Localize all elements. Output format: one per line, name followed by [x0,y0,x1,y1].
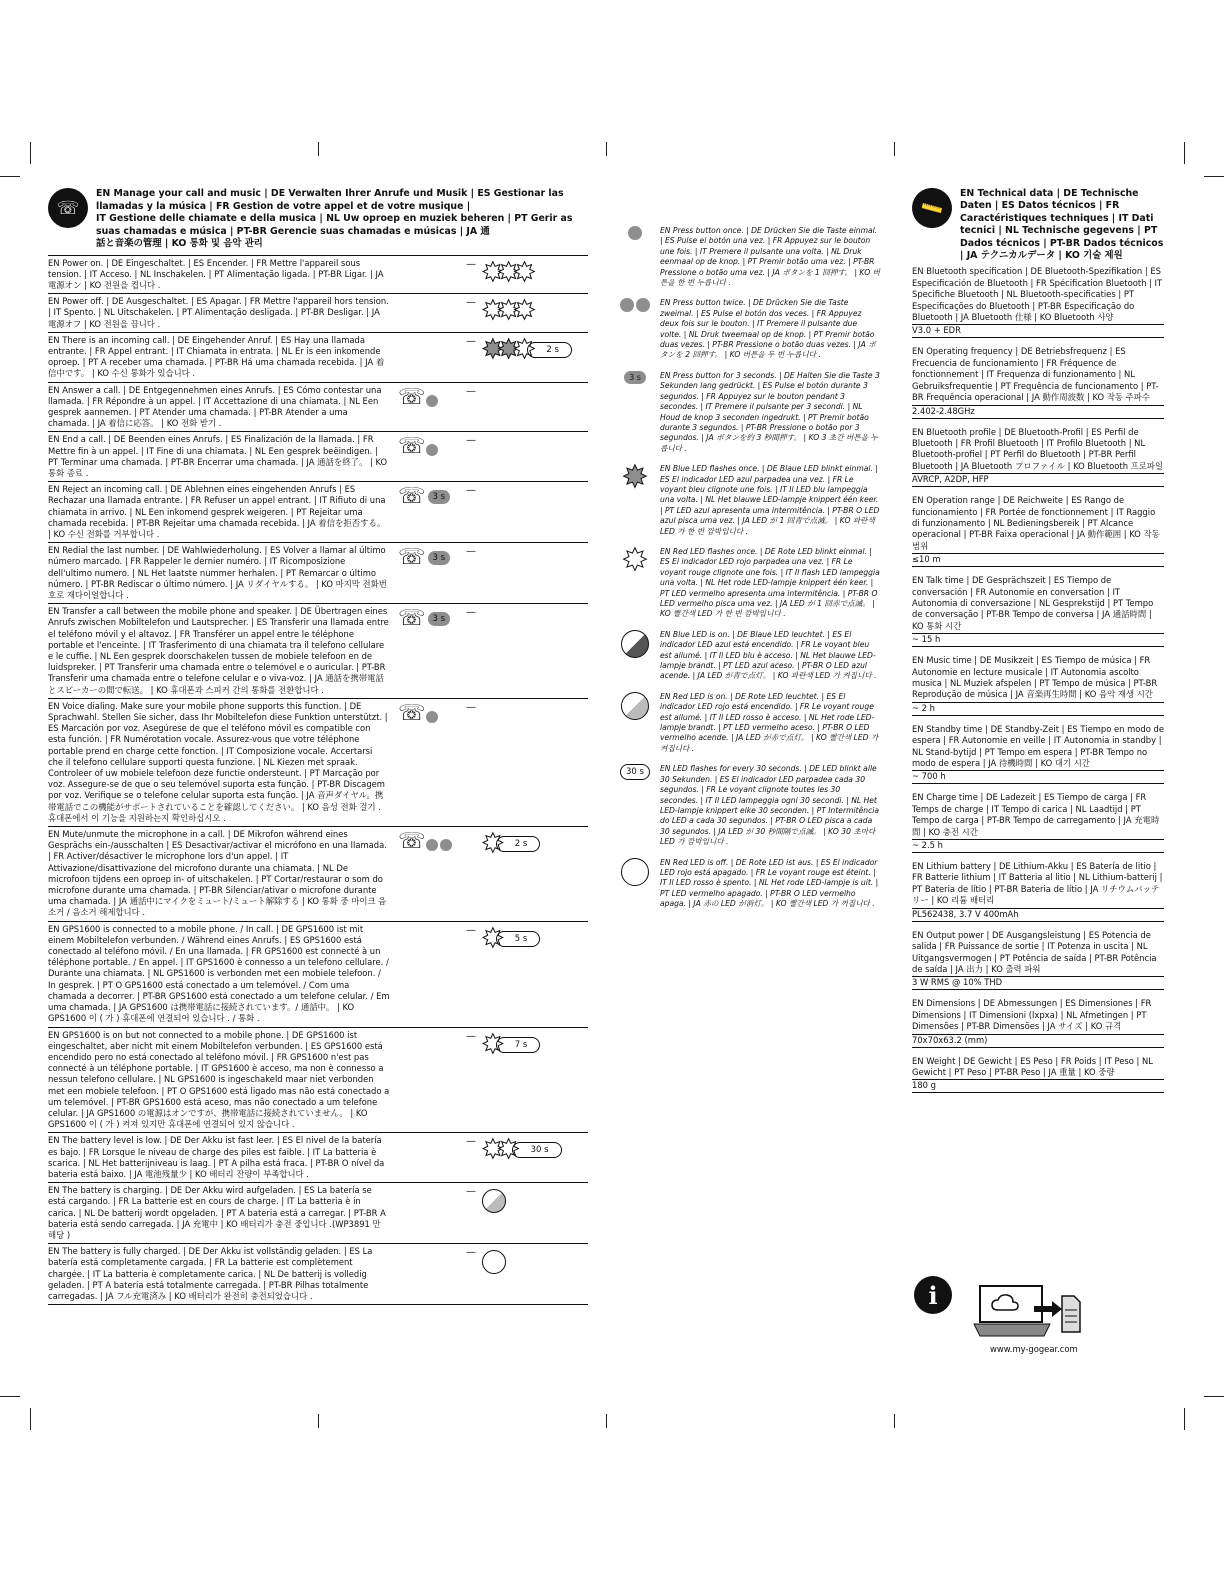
led-indicator [482,484,588,540]
document-icon [1062,1296,1080,1332]
spec-item [912,930,1164,991]
row-dash: — [466,485,476,497]
phone-icon: ☏ [398,434,426,460]
spec-list [912,266,1164,1093]
row-description: EN Redial the last number. | DE Wahlwiederholung. | ES Volver a llamar al último número marcado. | FR Rappeler le dernier numéro. | IT Ricomposizione dell'ultimo numero. | NL Het laatste nummer herhalen. | PT Remarcar o último número. | PT-BR Rediscar o último número. | JA リダイヤルする。 | KO 마지막 전화번호로 재다이얼합니다 . [48,545,387,600]
spec-label: EN Standby time | DE Standby-Zeit | ES Tiempo en modo de espera | FR Autonomie en veille | IT Autonomia in standby | NL Stand-bytijd | PT Tempo em espera | PT-BR Tempo no modo de espera | JA 待機時間 | KO 대기 시간 [912,724,1164,772]
table-row [48,432,588,482]
phone-icon: ☏ [398,484,426,510]
press-dot-icon [440,839,452,851]
legend-symbol [620,371,650,454]
phone-music-icon: ☏ [48,188,88,228]
spec-label: EN Talk time | DE Gesprächszeit | ES Tiempo de conversación | FR Autonomie en conversation | IT Autonomia di conversazione | NL Gesprekstijd | PT Tempo de conversação | PT-BR Tempo de conversa | JA 通話時間 | KO 통화 시간 [912,575,1164,634]
press-dot-icon [636,298,650,312]
row-description: EN The battery is charging. | DE Der Akku wird aufgeladen. | ES La batería se está cargando. | FR La batterie est en cours de charge. | IT La batteria è in carica. | NL De batterij wordt opgeladen. | PT A bateria está a carregar. | PT-BR A bateria está sendo carregada. | JA 充電中 | KO 배터리가 충전 중입니다 .(WP3891 만 해당 ) [48,1185,386,1240]
spec-item [912,1056,1164,1094]
led-indicator [482,1030,588,1131]
legend-symbol [620,542,650,620]
row-description: EN Mute/unmute the microphone in a call. | DE Mikrofon während eines Gesprächs ein-/ausschalten | ES Desactivar/activar el micrófono en una llamada. | FR Activer/désactiver le microphone lors d'un appel. | IT Attivazione/disattivazione del microfono durante una chiamata. | NL De microfoon tijdens een oproep in- of uitschakelen. | PT Cortar/restaurar o som do microfone durante uma chamada. | PT-BR Silenciar/ativar o microfone durante uma chamada. | JA 通話中にマイクをミュート/ミュート解除する | KO 통화 중 마이크 음소거 / 음소거 해제합니다 . [48,829,387,918]
crop-mark [606,1414,607,1428]
led-flash-icon: ✸ [497,334,520,365]
legend-section [620,226,880,920]
row-description: EN GPS1600 is connected to a mobile phone. / In call. | DE GPS1600 ist mit einem Mobiltelefon verbunden. / Während eines Anrufs. | ES GPS1600 está conectado al teléfono móvil. / En una llamada. | FR GPS1600 est connecté à un téléphone portable. / En appel. | IT GPS1600 è connesso a un telefono cellulare. / Durante una chiamata. | NL GPS1600 is verbonden met een mobiele telefoon. / In gesprek. | PT O GPS1600 está conectado a um telemóvel. / Com uma chamada a decorrer. | PT-BR GPS1600 está conectado a um telefone celular. / Em uma chamada. | JA GPS1600 は携帯電話に接続されています。/ 通話中。 | KO GPS1600 이 ( 가 ) 휴대폰에 연결되어 있습니다 . / 통화 . [48,923,390,1024]
spec-item [912,998,1164,1047]
led-indicator [482,606,588,696]
led-interval-badge: 30 s [620,764,650,780]
spec-item [912,495,1164,567]
row-dash: — [466,435,476,447]
legend-text: EN Red LED is on. | DE Rote LED leuchtet. | ES El indicador LED rojo está encendido. | FR Le voyant rouge est allumé. | IT Il LED rosso è acceso. | NL Het rode LED-lampje brandt. | PT LED vermelho aceso. | PT-BR O LED vermelho acende. | JA LED が赤で点灯。 | KO 빨간색 LED 가 켜집니다 . [660,691,879,753]
spec-item [912,575,1164,647]
table-row [48,543,588,604]
led-flash-icon: ✸ [482,1029,504,1060]
led-flash-icon: ✸ [482,1135,504,1166]
legend-symbol [620,460,650,537]
ruler-icon: 📏 [905,181,960,236]
row-description: EN Reject an incoming call. | DE Ablehnen eines eingehenden Anrufs | ES Rechazar una llamada entrante. | FR Refuser un appel entrant. | IT Rifiuto di una chiamata in arrivo. | NL Een inkomend gesprek weigeren. | PT Rejeitar uma chamada recebida. | PT-BR Rejeitar uma chamada recebida. | JA 着信を拒否する。 | KO 수신 전화를 거부합니다 . [48,484,386,539]
spec-label: EN Operating frequency | DE Betriebsfrequenz | ES Frecuencia de funcionamiento | FR Fréquence de fonctionnement | IT Frequenza di funzionamento | NL Gebruiksfrequentie | PT Frequência de funcionamento | PT-BR Frequência operacional | JA 動作周波数 | KO 작동 주파수 [912,346,1164,405]
legend-symbol [620,692,650,754]
button-action [390,434,460,479]
led-interval-badge: 2 s [496,836,541,852]
legend-item [620,226,880,288]
led-interval-badge: 7 s [496,1037,541,1053]
legend-text: EN Blue LED flashes once. | DE Blaue LED blinkt einmal. | ES El indicador LED azul parpadea una vez. | FR Le voyant bleu clignote une fois. | IT Il LED blu lampeggia una volta. | NL Het blauwe LED-lampje knippert één keer. | PT LED azul apresenta uma intermitência. | PT-BR O LED azul pisca uma vez. | JA LED が 1 回青で点滅。 | KO 파란색 LED 가 한 번 깜박입니다 . [660,464,880,536]
button-action [390,484,460,540]
row-dash: — [466,258,476,270]
led-off-icon [482,1250,506,1274]
spec-value: 180 g [912,1080,936,1091]
row-dash: — [466,1136,476,1148]
button-action [390,296,460,330]
led-half-icon [482,1189,506,1213]
row-dash: — [466,297,476,309]
phone-icon: ☏ [398,829,426,855]
legend-text: EN Blue LED is on. | DE Blaue LED leuchtet. | ES El indicador LED azul está encendido. | FR Le voyant bleu est allumé. | IT Il LED blu è acceso. | NL Het blauwe LED-lampje brandt. | PT LED azul aceso. | PT-BR O LED azul acende. | JA LED が青で点灯。 | KO 파란색 LED 가 켜집니다 . [660,629,877,681]
led-indicator [482,701,588,824]
table-row [48,699,588,827]
press-duration-badge: 3 s [428,490,451,504]
spec-value: V3.0 + EDR [912,325,961,336]
row-dash: — [466,924,476,936]
led-indicator [482,385,588,430]
legend-text: EN Red LED flashes once. | DE Rote LED blinkt einmal. | ES El indicador LED rojo parpadea una vez. | FR Le voyant rouge clignote une fois. | IT Il flash LED lampeggia una volta. | NL Het rode LED-lampje knippert één keer. | PT LED vermelho apresenta uma intermitência. | PT-BR O LED vermelho pisca uma vez. | JA LED が 1 回赤で点滅。 | KO 빨간색 LED 가 한 번 깜박입니다 . [660,546,880,619]
phone-icon: ☏ [398,700,426,726]
legend-text: EN Press button once. | DE Drücken Sie die Taste einmal. | ES Pulse el botón una vez. | FR Appuyez sur le bouton une fois. | IT Premere il pulsante una volta. | NL Druk eenmaal op de knop. | PT Premir botão uma vez. | PT-BR Pressione o botão uma vez. | JA ボタンを 1 回押す。 | KO 버튼을 한 번 누릅니다 . [660,226,880,288]
spec-item [912,266,1164,338]
button-action [390,335,460,380]
led-indicator [482,434,588,479]
legend-item [620,692,880,754]
spec-value: ~ 15 h [912,634,941,645]
crop-mark [894,1414,895,1428]
legend-text: EN Press button twice. | DE Drücken Sie die Taste zweimal. | ES Pulse el botón dos veces. | FR Appuyez deux fois sur le bouton. | IT Premere il pulsante due volte. | NL Druk tweemaal op de knop. | PT Premir botão duas vezes. | PT-BR Pressione o botão duas vezes. | JA ボタンを 2 回押す。 | KO 버튼을 두 번 누릅니다 . [660,298,876,360]
crop-mark [318,1414,319,1428]
spec-value: 70x70x63.2 (mm) [912,1034,988,1045]
led-flash-icon: ✸ [622,460,648,496]
led-indicator [482,1135,588,1180]
spec-value: AVRCP, A2DP, HFP [912,474,989,485]
row-dash: — [466,546,476,558]
press-dot-icon [426,711,438,723]
button-action [390,385,460,430]
spec-label: EN Operation range | DE Reichweite | ES Rango de funcionamiento | FR Portée de fonctionnement | IT Raggio di funzionamento | NL Bedieningsbereik | PT Alcance operacional | PT-BR Faixa operacional | JA 動作範囲 | KO 작동 범위 [912,495,1164,554]
info-block [914,1276,1166,1366]
crop-mark [30,1408,31,1430]
legend-symbol [620,226,650,288]
led-flash-icon: ✸ [482,334,504,365]
call-music-section [48,188,588,1305]
press-duration-badge: 3 s [624,371,646,384]
press-dot-icon [426,839,438,851]
legend-item [620,460,880,537]
legend-item [620,630,880,682]
spec-value: ~ 700 h [912,771,946,782]
button-action [390,1030,460,1131]
led-flash-icon: ✸ [497,1135,520,1166]
row-description: EN End a call. | DE Beenden eines Anrufs. | ES Finalización de la llamada. | FR Mettre fin à un appel. | IT Fine di una chiamata. | NL Een gesprek beëindigen. | PT Terminar uma chamada. | PT-BR Encerrar uma chamada. | JA 通話を終了。 | KO 통화 종료 . [48,434,388,478]
crop-mark [0,1396,20,1397]
press-duration-badge: 3 s [428,551,451,565]
led-flash-icon: ✸ [513,334,536,365]
legend-symbol [620,630,650,682]
row-dash: — [466,1247,476,1259]
legend-text: EN LED flashes for every 30 seconds. | DE LED blinkt alle 30 Sekunden. | ES El indicador LED parpadea cada 30 segundos. | FR Le voyant clignote toutes les 30 secondes. | IT Il LED lampeggia ogni 30 secondi. | NL Het LED-lampje knippert elke 30 seconden. | PT Intermitência do LED a cada 30 segundos. | PT-BR O LED pisca a cada 30 segundos. | JA LED が 30 秒間隔で点滅。 | KO 30 초마다 LED 가 깜박입니다 . [660,764,880,847]
crop-mark [606,142,607,156]
spec-item [912,346,1164,418]
spec-label: EN Weight | DE Gewicht | ES Peso | FR Poids | IT Peso | NL Gewicht | PT Peso | PT-BR Peso | JA 重量 | KO 중량 [912,1056,1164,1081]
table-row [48,1244,588,1305]
section-title: EN Manage your call and music | DE Verwalten Ihrer Anrufe und Musik | ES Gestionar las llamadas y la música | FR Gestion de votre appel et de votre musique | IT Gestione delle chiamate e della musica | NL Uw oproep en muziek beheren | PT Gerir as suas chamadas e música | PT-BR Gerencie suas chamadas e músicas | JA 通 話と音楽の管理 | KO 통화 및 음악 관리 [96,188,573,249]
press-dot-icon [426,444,438,456]
table-row [48,604,588,699]
button-action [390,1185,460,1241]
table-row [48,1133,588,1183]
led-flash-icon: ✸ [513,257,536,288]
table-row [48,256,588,295]
row-description: EN GPS1600 is on but not connected to a mobile phone. | DE GPS1600 ist eingeschaltet, aber nicht mit einem Mobiltelefon verbunden. | ES GPS1600 está encendido pero no está conectado al teléfono móvil. | FR GPS1600 n'est pas connecté à un téléphone portable. | IT GPS1600 è acceso, ma non è connesso a nessun telefono cellulare. | NL GPS1600 is ingeschakeld maar niet verbonden met een mobiele telefoon. | PT O GPS1600 está ligado mas não está conectado a um telemóvel. | PT-BR GPS1600 está aceso, mas não conectado a um telefone celular. | JA GPS1600 の電源はオンですが、携帯電話に接続されていません。 | KO GPS1600 이 ( 가 ) 켜져 있지만 휴대폰에 연결되어 있지 않습니다 . [48,1029,390,1130]
button-action [390,1246,460,1302]
phone-icon: ☏ [398,384,426,410]
spec-label: EN Charge time | DE Ladezeit | ES Tiempo de carga | FR Temps de charge | IT Tempo di carica | NL Laadtijd | PT Tempo de carga | PT-BR Tempo de carregamento | JA 充電時間 | KO 충전 시간 [912,792,1164,840]
spec-label: EN Bluetooth specification | DE Bluetooth-Spezifikation | ES Especificación de Bluetooth | FR Spécification Bluetooth | IT Specifiche Bluetooth | NL Bluetooth-specificaties | PT Especificações do Bluetooth | PT-BR Especificação do Bluetooth | JA Bluetooth 仕様 | KO Bluetooth 사양 [912,266,1164,325]
row-dash: — [466,385,476,397]
led-flash-icon: ✸ [482,257,504,288]
spec-label: EN Dimensions | DE Abmessungen | ES Dimensiones | FR Dimensions | IT Dimensioni (lxpxa) | NL Afmetingen | PT Dimensões | PT-BR Dimensões | JA サイズ | KO 규격 [912,998,1164,1034]
led-interval-badge: 30 s [512,1142,562,1158]
spec-label: EN Lithium battery | DE Lithium-Akku | ES Batería de litio | FR Batterie lithium | IT Batteria al litio | NL Lithium-batterij | PT Bateria de lítio | PT-BR Bateria de lítio | JA リチウムバッテリー | KO 리튬 배터리 [912,861,1164,909]
spec-item [912,655,1164,716]
button-action [390,701,460,824]
legend-text: EN Press button for 3 seconds. | DE Halten Sie die Taste 3 Sekunden lang gedrückt. | ES Pulse el botón durante 3 segundos. | FR Appuyez sur le bouton pendant 3 secondes. | IT Premere il pulsante per 3 secondi. | NL Houd de knop 3 seconden ingedrukt. | PT Premir botão durante 3 segundos. | PT-BR Pressione o botão por 3 segundos. | JA ボタンを約 3 秒間押す。 | KO 3 초간 버튼을 누릅니다 . [660,370,880,453]
laptop-cloud-icon [972,1284,1082,1338]
led-off-icon [621,858,649,886]
spec-label: EN Bluetooth profile | DE Bluetooth-Profil | ES Perfil de Bluetooth | FR Profil Bluetooth | IT Profilo Bluetooth | NL Bluetooth-profiel | PT Perfil do Bluetooth | PT-BR Perfil Bluetooth | JA Bluetooth プロファイル | KO Bluetooth 프로파일 [912,427,1164,475]
phone-icon: ☏ [398,545,426,571]
spec-item [912,427,1164,488]
led-indicator [482,258,588,292]
table-row [48,482,588,543]
row-dash: — [466,1186,476,1198]
press-duration-badge: 3 s [428,612,451,626]
led-flash-icon: ✸ [482,829,504,860]
row-dash [460,829,482,919]
crop-mark [1184,1408,1185,1430]
spec-item [912,792,1164,853]
button-action [390,1135,460,1180]
led-flash-icon: ✸ [482,923,504,954]
press-dot-icon [620,298,634,312]
legend-item [620,764,880,847]
crop-mark [1204,176,1224,177]
led-indicator [482,545,588,601]
press-dot-icon [426,395,438,407]
website-url[interactable]: www.my-gogear.com [990,1344,1078,1354]
tech-header [912,188,1164,262]
led-flash-icon: ✸ [482,296,504,327]
row-dash: — [466,701,476,713]
spec-value: PL562438, 3.7 V 400mAh [912,908,1019,919]
row-description: EN Voice dialing. Make sure your mobile phone supports this function. | DE Sprachwahl. Stellen Sie sicher, dass Ihr Mobiltelefon diese Funktion unterstützt. | ES Marcación por voz. Asegúrese de que el teléfono móvil es compatible con esta función. | FR Numérotation vocale. Assurez-vous que votre téléphone portable prend en charge cette fonction. | IT Composizione vocale. Accertarsi che il telefono cellulare supporti questa funzione. | NL Kiezen met spraak. Controleer of uw mobiele telefoon deze functie ondersteunt. | PT Marcação por voz. Assegure-se de que o seu telemóvel suporta esta função. | PT-BR Discagem por voz. Verifique se o telefone celular suporta esta função. | JA 音声ダイヤル。携帯電話でこの機能がサポートされていることを確認してください。 | KO 음성 전화 걸기 . 휴대폰에서 이 기능을 지원하는지 확인하십시오 . [48,700,388,823]
button-action [390,545,460,601]
row-dash: — [466,335,476,347]
row-dash: — [466,1030,476,1042]
spec-label: EN Music time | DE Musikzeit | ES Tiempo de música | FR Autonomie en lecture musicale | IT Autonomia ascolto musica | NL Muziek afspelen | PT Tempo de música | PT-BR Reprodução de música | JA 音楽再生時間 | KO 음악 재생 시간 [912,655,1164,703]
button-action [390,924,460,1025]
led-indicator [482,924,588,1025]
crop-mark [318,142,319,156]
operation-table [48,255,588,1306]
legend-item [620,371,880,454]
row-description: EN The battery level is low. | DE Der Akku ist fast leer. | ES El nivel de la batería es bajo. | FR Lorsque le niveau de charge des piles est faible. | IT La batteria è scarica. | NL Het batterijniveau is laag. | PT A pilha está fraca. | PT-BR O nível da bateria está baixo. | JA 電池残量少 | KO 배터리 잔량이 부족합니다 . [48,1135,385,1179]
table-row [48,1183,588,1244]
legend-symbol [620,858,650,910]
crop-mark [1184,142,1185,164]
led-interval-badge: 5 s [496,931,541,947]
legend-item [620,298,880,360]
led-on-icon [621,630,649,658]
led-indicator [482,1185,588,1241]
table-row [48,383,588,433]
tech-title: EN Technical data | DE Technische Daten | ES Datos técnicos | FR Caractéristiques techniques | IT Dati tecnici | NL Technische gegevens | PT Dados técnicos | PT-BR Dados técnicos | JA テクニカルデータ | KO 기술 제원 [960,188,1164,262]
legend-symbol [620,298,650,360]
table-row [48,294,588,333]
phone-icon: ☏ [398,606,426,632]
button-action [390,829,460,919]
spec-value: 2.402-2.48GHz [912,405,975,416]
spec-value: ~ 2 h [912,702,935,713]
legend-item [620,542,880,620]
crop-mark [30,142,31,164]
spec-value: ~ 2.5 h [912,840,943,851]
crop-mark [894,142,895,156]
led-interval-badge: 2 s [527,342,572,358]
spec-value: 3 W RMS @ 10% THD [912,977,1003,988]
spec-value: ≤10 m [912,554,941,565]
spec-item [912,724,1164,785]
led-indicator [482,335,588,380]
spec-item [912,861,1164,922]
legend-item [620,858,880,910]
row-description: EN Transfer a call between the mobile phone and speaker. | DE Übertragen eines Anrufs zwischen Mobiltelefon und Lautsprecher. | ES Transferir una llamada entre el teléfono móvil y el altavoz. | FR Transférer un appel entre le téléphone portable et l'enceinte. | IT Trasferimento di una chiamata tra il telefono cellulare e le cuffie. | NL Een gesprek doorschakelen tussen de mobiele telefoon en de luidspreker. | PT Transferir uma chamada entre o telemóvel e o auricular. | PT-BR Transferir uma chamada entre o telefone celular e o viva-voz. | JA 通話を携帯電話とスピーカーの間で転送。 | KO 휴대폰과 스피커 간의 통화를 전환합니다 . [48,606,389,695]
row-description: EN Power off. | DE Ausgeschaltet. | ES Apagar. | FR Mettre l'appareil hors tension. | IT Spento. | NL Uitschakelen. | PT Alimentação desligada. | PT-BR Desligar. | JA 電源オフ | KO 전원을 끕니다 . [48,296,389,329]
led-flash-icon: ✸ [622,542,648,578]
led-flash-icon: ✸ [497,257,520,288]
row-description: EN Power on. | DE Eingeschaltet. | ES Encender. | FR Mettre l'appareil sous tension. | IT Acceso. | NL Inschakelen. | PT Alimentação ligada. | PT-BR Ligar. | JA 電源オン | KO 전원을 켭니다 . [48,257,384,290]
legend-text: EN Red LED is off. | DE Rote LED ist aus. | ES El indicador LED rojo está apagado. | FR Le voyant rouge est éteint. | IT Il LED rosso è spento. | NL Het rode LED-lampje is uit. | PT LED vermelho apagado. | PT-BR O LED vermelho apaga. | JA 赤の LED が消灯。 | KO 빨간색 LED 가 꺼집니다 . [660,857,879,909]
table-row [48,922,588,1028]
led-indicator [482,829,588,919]
table-row [48,827,588,922]
table-row [48,1028,588,1134]
row-description: EN There is an incoming call. | DE Eingehender Anruf. | ES Hay una llamada entrante. | FR Appel entrant. | IT Chiamata in entrata. | NL Er is een inkomende oproep. | PT A receber uma chamada. | PT-BR Há uma chamada recebida. | JA 着信中です。 | KO 수신 통화가 있습니다 . [48,334,385,379]
legend-symbol [620,764,650,847]
info-icon: i [914,1276,952,1314]
led-indicator [482,296,588,330]
press-dot-icon [628,226,642,240]
led-indicator [482,1246,588,1302]
section-header [48,188,588,251]
crop-mark [0,176,20,177]
crop-mark [1204,1396,1224,1397]
led-flash-icon: ✸ [513,296,536,327]
table-row [48,333,588,383]
spec-label: EN Output power | DE Ausgangsleistung | ES Potencia de salida | FR Puissance de sortie | IT Potenza in uscita | NL Uitgangsvermogen | PT Potência de saída | PT-BR Potência de saída | JA 出力 | KO 출력 파워 [912,930,1164,978]
technical-data-section [912,188,1164,1101]
led-on-icon [621,692,649,720]
button-action [390,606,460,696]
led-flash-icon: ✸ [497,296,520,327]
row-description: EN The battery is fully charged. | DE Der Akku ist vollständig geladen. | ES La batería está completamente cargada. | FR La batterie est complètement chargée. | IT La batteria è completamente carica. | NL De batterij is volledig geladen. | PT A bateria está totalmente carregada. | PT-BR Pilhas totalmente carregadas. | JA フル充電済み | KO 배터리가 완전히 충전되었습니다 . [48,1246,373,1301]
row-dash: — [466,607,476,619]
row-description: EN Answer a call. | DE Entgegennehmen eines Anrufs. | ES Cómo contestar una llamada. | FR Répondre à un appel. | IT Accettazione di una chiamata. | NL Een gesprek aannemen. | PT Atender uma chamada. | PT-BR Atender a uma chamada. | JA 着信に応答。 | KO 전화 받기 . [48,384,382,429]
button-action [390,258,460,292]
